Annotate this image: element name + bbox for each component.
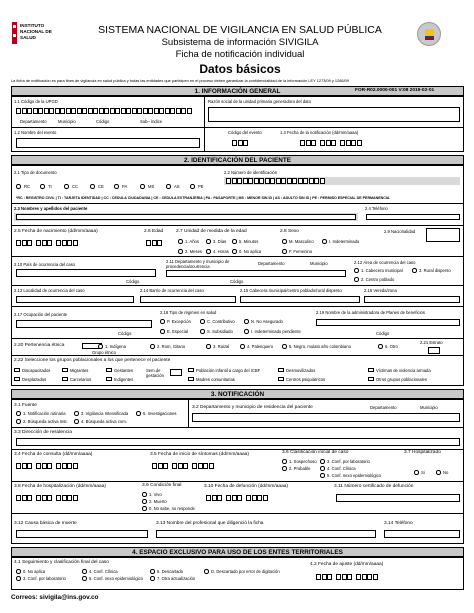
unidad-dias-label: 3. Días [213,239,227,244]
seg-descartado-radio[interactable] [150,569,155,574]
grupo-indigentes-label: Indigentes [114,377,134,382]
etnia-indigena-label: 1. Indígena [105,344,126,349]
regimen-especial-radio[interactable] [160,329,165,334]
doc-as-label: AS [174,184,180,189]
doc-ms-radio[interactable] [140,184,145,189]
seguimiento-label: 4.1 Seguimiento y clasificación final del caso [14,560,109,565]
upgd-sub-label: Sub– índice [140,119,163,124]
grupo-etnico-label: Grupo étnico [92,350,116,355]
clasif-lab-radio[interactable] [320,459,325,464]
ins-logo [12,22,56,46]
grupo-carcelarios-label: Carcelarios [70,377,92,382]
estrato-input[interactable] [428,347,440,354]
doc-ce-label: CE [98,184,104,189]
doc-pa-radio[interactable] [114,184,119,189]
evento-input[interactable] [16,138,200,148]
doc-cc-label: CC [72,184,79,189]
form-name: Ficha de notificación individual [175,49,305,60]
clasif-sospechoso-radio[interactable] [282,459,287,464]
fecha-ajuste-label: 4.2 Fecha de ajuste (dd/mm/aaaa) [310,562,384,567]
doc-pe-label: PE [198,184,204,189]
telefono-label: 2.4 Teléfono [365,206,388,211]
fecha-hosp-field[interactable] [16,495,78,501]
razon-social-label: Razón social de la unidad primaria generadora del dato [208,99,311,104]
fuente-busqueda-com-label: 4. Búsqueda activa com. [81,419,127,424]
unidad-meses-radio[interactable] [178,249,183,254]
dep-mun-codigo-label: Código [230,279,244,284]
grupo-desmovilizados-check[interactable] [278,368,284,372]
grupo-gestantes-check[interactable] [106,368,112,372]
unidad-anos-label: 1. Años [185,239,199,244]
evento-label: 1.2 Nombre del evento [14,130,57,135]
etnia-raizal-radio[interactable] [206,344,211,349]
unidad-horas-radio[interactable] [206,249,211,254]
fuente-rutinaria-label: 1. Notificación rutinaria [23,411,66,416]
clasif-lab-label: 3. Conf. por laboratorio [327,459,370,464]
residencia-input[interactable] [192,413,460,422]
sexo-m-radio[interactable] [282,239,287,244]
grupo-madres-check[interactable] [188,377,194,381]
dep-mun-proc-label: 2.11 Departamento y municipio de procedencia/ocurrencia [166,259,230,269]
unidad-horas-label: 4. Horas [213,249,229,254]
doc-rc-radio[interactable] [16,184,21,189]
sexo-label: 2.8 Sexo [280,229,299,234]
logo-line-2: NACIONAL DE [20,29,52,34]
seg-nexo-radio[interactable] [82,576,87,581]
section-4-header: 4. ESPACIO EXCLUSIVO PARA USO DE LOS ENTES TERRITORIALES [11,547,464,557]
grupo-madres-label: Madres comunitarias [196,377,235,382]
grupo-desplazados-label: Desplazados [22,377,47,382]
cabecera-label: 2.15 Cabecera municipal/centro poblado/rural disperso [240,288,342,293]
telefono-input[interactable] [366,214,460,220]
pertenencia-label: 2.20 Pertenencia étnica [14,343,65,348]
unidad-dias-radio[interactable] [206,239,211,244]
vereda-label: 2.16 Vereda/zona [364,288,397,293]
ocupacion-input[interactable] [16,320,152,328]
tipo-doc-label: 2.1 Tipo de documento [14,170,57,175]
fuente-busqueda-com-radio[interactable] [74,419,79,424]
upgd-mun-label: Municipio [58,119,76,124]
pais-input[interactable] [16,269,156,277]
regimen-contributivo-radio[interactable] [200,319,205,324]
regimen-contributivo-label: C. Contributivo [207,319,235,324]
cabecera-input[interactable] [240,296,360,303]
fuente-intensificada-radio[interactable] [74,411,79,416]
grupo-otros-label: Otros grupos poblacionales [376,377,427,382]
regimen-subsidiado-label: S. Subsidiado [207,329,233,334]
admin-codigo-label: Código [376,331,390,336]
upgd-dep-label: Departamento [20,119,47,124]
area-centro-radio[interactable] [354,277,359,282]
doc-pe-radio[interactable] [190,184,195,189]
etnia-rom-radio[interactable] [150,344,155,349]
etnia-otro-radio[interactable] [378,344,383,349]
cond-vivo-label: 1. Vivo [149,492,162,497]
barrio-label: 2.14 Barrio de ocurrencia del caso [140,288,204,293]
area-label: 2.12 Área de ocurrencia del caso [354,260,416,265]
num-id-field[interactable] [226,178,325,184]
residencia-label: 3.2 Departamento y municipio de residencia del paciente [192,405,313,410]
fuente-investigaciones-label: 5. Investigaciones [143,411,177,416]
upgd-label: 1.1 Código de la UPGD [14,99,58,104]
fuente-busqueda-inst-radio[interactable] [16,419,21,424]
fecha-defuncion-label: 3.10 Fecha de defunción (dd/mm/aaaa) [204,484,288,489]
grupo-desmovilizados-label: Desmovilizados [286,368,316,373]
nacionalidad-input[interactable] [426,228,460,242]
fuente-intensificada-label: 3. Vigilancia Intensificada [81,411,129,416]
fecha-notificacion-field[interactable] [300,140,362,146]
hosp-si-radio[interactable] [414,470,419,475]
fnac-label: 2.5 Fecha de nacimiento (dd/mm/aaaa) [14,229,98,234]
area-cabecera-label: 1. Cabecera municipal [361,268,403,273]
fecha-defuncion-field[interactable] [206,495,268,501]
regimen-noasegurado-radio[interactable] [244,319,249,324]
direccion-input[interactable] [16,438,460,446]
seg-error-label: D. Descartado por error de digitación [211,569,280,574]
clasif-nexo-radio[interactable] [320,473,325,478]
doc-ti-radio[interactable] [40,184,45,189]
telefono-prof-label: 3.14 Teléfono [384,521,413,526]
sexo-f-label: F. Femenino [289,249,313,254]
logo-line-3: SALUD [20,35,36,40]
clasif-sospechoso-label: 1. Sospechoso [289,459,317,464]
cond-muerto-label: 2. Muerto [149,499,167,504]
clasif-clinica-radio[interactable] [320,466,325,471]
pais-label: 2.10 País de ocurrencia del caso [14,262,75,267]
area-cabecera-radio[interactable] [354,268,359,273]
telefono-prof-input[interactable] [384,530,460,538]
unidad-meses-label: 2. Meses [185,249,202,254]
etnia-negro-radio[interactable] [282,344,287,349]
grupo-icbf-check[interactable] [188,368,194,372]
hosp-no-label: No [443,470,449,475]
etnia-palenquero-radio[interactable] [240,344,245,349]
nacionalidad-label: 2.9 Nacionalidad [384,229,416,234]
cond-vivo-radio[interactable] [142,492,147,497]
nombres-label: 2.3 Nombres y apellidos del paciente [14,206,88,211]
sem-gestacion-input[interactable] [170,369,182,376]
seg-descartado-label: 6. Descartado [157,569,184,574]
pais-codigo-label: Código [126,279,140,284]
unidad-noaplica-label: 0. No aplica [239,249,262,254]
seg-otra-label: 7. Otra actualización [157,576,196,581]
edad-label: 2.6 Edad [144,229,164,234]
grupo-migrantes-label: Migrantes [70,368,89,373]
clasif-probable-label: 2. Probable [289,466,311,471]
section-2-header: 2. IDENTIFICACIÓN DEL PACIENTE [11,155,464,165]
seg-lab-label: 3. Conf. por laboratorio [23,576,66,581]
hosp-no-radio[interactable] [436,470,441,475]
logo-line-1: INSTITUTO [20,23,45,28]
page-subtitle: Subsistema de información SIVIGILA [161,37,319,48]
sem-gestacion-label: Sem.de gestación [146,368,164,378]
causa-input[interactable] [16,530,148,538]
doc-legend: *RC : REGISTRO CIVIL | TI : TARJETA IDENTIDAD | CC : CEDULA CIUDADANIA | CE : CEDULA EXTRANJERIA | PA : PASAPORTE | MS : MENOR SIN ID | AS : ADULTO SIN ID | PE : PERMISO ESPECIAL DE PERMANENCIA [16,196,390,200]
grupo-discapacitados-check[interactable] [14,368,20,372]
regimen-noasegurado-label: N. No Asegurado [251,319,283,324]
etnia-rom-label: 2. Rom, Gitano [157,344,186,349]
hosp-si-label: Si [421,470,425,475]
grupo-icbf-label: Población infantil a cargo del ICBF [196,368,261,373]
seg-noaplica-radio[interactable] [16,569,21,574]
regimen-excepcion-label: P. Excepción [167,319,191,324]
edad-field[interactable] [146,240,163,246]
doc-rc-label: RC [24,184,31,189]
unidad-minutos-radio[interactable] [232,239,237,244]
cod-evento-field[interactable] [232,140,249,146]
dep-proc-label: Departamento [258,261,285,266]
clasif-nexo-label: 5. Conf. nexo epidemiológico [327,473,382,478]
etnia-palenquero-label: 4. Palenquero [247,344,274,349]
clasificacion-label: 3.6 Clasificación inicial de caso [282,450,349,455]
grupo-desplazados-check[interactable] [14,377,20,381]
colombia-seal-icon [417,22,441,46]
grupo-carcelarios-check[interactable] [62,377,68,381]
fecha-inicio-field[interactable] [152,463,214,469]
condicion-label: 3.9 Condición final [142,483,182,488]
unidad-anos-radio[interactable] [178,239,183,244]
doc-pa-label: PA [122,184,128,189]
etnia-raizal-label: 3. Raizal [213,344,230,349]
vereda-input[interactable] [364,296,460,303]
section-3-header: 3. NOTIFICACIÓN [11,389,464,399]
doc-title: Datos básicos [199,62,281,76]
area-rural-label: 3. Rural disperso [419,268,451,273]
seg-nexo-label: 5. Conf. nexo epidemiológico [89,576,144,581]
regimen-label: 2.18 Tipo de régimen en salud [160,310,217,315]
localidad-label: 2.13 Localidad de ocurrencia del caso [14,288,85,293]
residencia-mun-label: Municipio [420,405,438,410]
doc-cc-radio[interactable] [64,184,69,189]
num-id-label: 2.2 Número de identificación [224,170,278,175]
confidentiality-notice: La ficha de notificación es para fines de vigilancia en salud pública y todas las entidades que participen en el proceso deben garantizar la confidencialidad de la información LEY 1273/09 y 1266/09 [11,78,349,83]
causa-label: 3.12 Causa básica de muerte [14,521,77,526]
form-code: FOR-R02.0000-001 V:08 2019-02-01 [355,88,435,93]
grupo-psiquiatricos-check[interactable] [278,377,284,381]
direccion-label: 3.3 Dirección de residencia [14,430,72,435]
doc-ti-label: TI [48,184,52,189]
clasif-clinica-label: 4. Conf. Clínica [327,466,356,471]
fuente-investigaciones-radio[interactable] [136,411,141,416]
seg-error-radio[interactable] [204,569,209,574]
seg-clinica-label: 4. Conf. Clínica [89,569,118,574]
estrato-label: 2.21 Estrato [420,340,443,345]
unidad-label: 2.7 Unidad de medida de la edad [176,229,247,234]
razon-social-input[interactable] [208,107,460,122]
grupo-psiquiatricos-label: Centros psiquiátricos [286,377,326,382]
etnia-indigena-radio[interactable] [98,344,103,349]
ocupacion-codigo-label: Código [118,331,132,336]
ocupacion-label: 2.17 Ocupación del paciente [14,312,68,317]
sexo-f-radio[interactable] [282,249,287,254]
grupo-victimas-label: Víctimas de violencia armada [376,368,431,373]
regimen-especial-label: E. Especial [167,329,188,334]
doc-ce-radio[interactable] [90,184,95,189]
grupo-gestantes-label: Gestantes [114,368,134,373]
footer-email: Correos: sivigila@ins.gov.co [11,594,99,601]
regimen-excepcion-radio[interactable] [160,319,165,324]
cod-evento-label: Código del evento [228,130,262,135]
area-centro-label: 2. Centro poblado [361,277,395,282]
etnia-negro-label: 5. Negro, mulato afro colombiano [289,344,351,349]
doc-ms-label: MS [148,184,155,189]
etnia-otro-label: 6. Otro [385,344,398,349]
cond-nosabe-label: 0. No sabe, no responde [149,506,195,511]
fecha-consulta-label: 3.4 Fecha de consulta (dd/mm/aaaa) [14,452,93,457]
section-1-header: 1. INFORMACIÓN GENERAL [11,86,464,96]
admin-label: 2.19 Nombre de la administradora de Planes de beneficios [316,310,425,315]
clasif-probable-radio[interactable] [282,466,287,471]
page-title: SISTEMA NACIONAL DE VIGILANCIA EN SALUD PÚBLICA [98,24,382,36]
dep-mun-proc-input[interactable] [166,270,346,277]
fuente-label: 3.1 Fuente [14,403,37,408]
upgd-cod-label: Código [96,119,110,124]
fecha-hosp-label: 3.8 Fecha de hospitalización (dd/mm/aaaa) [14,484,106,489]
regimen-subsidiado-radio[interactable] [200,329,205,334]
barrio-input[interactable] [140,296,236,303]
sexo-m-label: M. Masculino [289,239,314,244]
residencia-dep-label: Departamento [370,405,397,410]
grupo-discapacitados-label: Discapacitados [22,368,51,373]
fnac-field[interactable] [16,240,78,246]
cond-nosabe-radio[interactable] [142,506,147,511]
seg-clinica-radio[interactable] [82,569,87,574]
seg-lab-radio[interactable] [16,576,21,581]
grupo-migrantes-check[interactable] [62,368,68,372]
area-rural-radio[interactable] [412,268,417,273]
certificado-input[interactable] [336,494,460,502]
fecha-ajuste-field[interactable] [316,574,378,580]
grupo-indigentes-check[interactable] [106,377,112,381]
sexo-i-radio[interactable] [322,239,327,244]
hospitalizado-label: 3.7 Hospitalizado [404,450,441,455]
seg-noaplica-label: 0. No aplica [23,569,46,574]
localidad-input[interactable] [16,296,134,303]
profesional-label: 3.13 Nombre del profesional que diligenció la ficha [156,521,264,526]
fecha-inicio-label: 3.5 Fecha de inicio de síntomas (dd/mm/aaaa) [150,452,249,457]
doc-as-radio[interactable] [166,184,171,189]
cond-muerto-radio[interactable] [142,499,147,504]
certificado-label: 3.11 Número certificado de defunción [334,484,414,489]
regimen-indeterminado-label: I. Indeterminado pendiente [251,329,301,334]
upgd-code-field[interactable] [16,108,192,114]
admin-input[interactable] [316,319,460,326]
fecha-consulta-field[interactable] [16,463,78,469]
unidad-minutos-label: 5. Minutos [239,239,259,244]
unidad-noaplica-radio[interactable] [232,249,237,254]
grupo-otros-check[interactable] [368,377,374,381]
fuente-rutinaria-radio[interactable] [16,411,21,416]
fecha-notificacion-label: 1.3 Fecha de la notificación (dd/mm/aaaa) [280,130,359,135]
grupos-label: 2.22 Seleccione los grupos poblacionales a los que pertenece el paciente [14,358,171,363]
seg-otra-radio[interactable] [150,576,155,581]
profesional-input[interactable] [156,530,376,538]
grupo-victimas-check[interactable] [368,368,374,372]
nombres-input[interactable] [16,214,356,220]
sexo-i-label: I. Indeterminado [329,239,360,244]
mun-proc-label: Municipio [310,261,328,266]
fuente-busqueda-inst-label: 2. Búsqueda activa Inst. [23,419,68,424]
regimen-indeterminado-radio[interactable] [244,329,249,334]
